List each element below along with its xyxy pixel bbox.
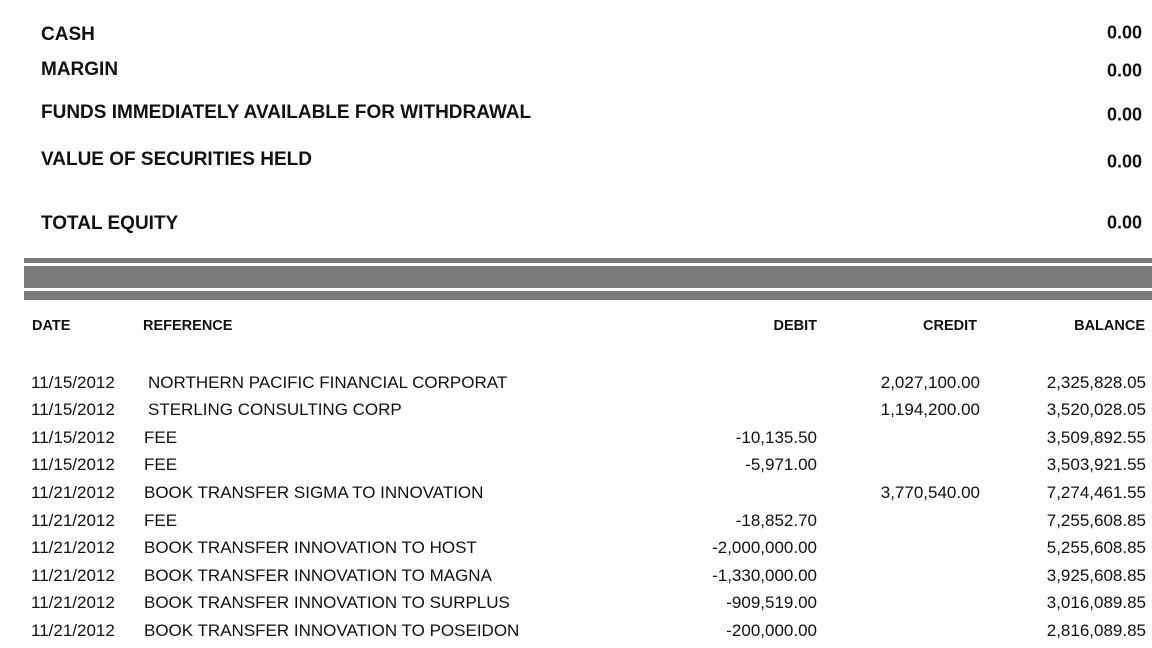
cell-debit: -1,330,000.00	[712, 565, 817, 585]
cell-debit: -18,852.70	[735, 510, 817, 530]
table-row	[0, 507, 1152, 534]
cell-debit: -2,000,000.00	[712, 538, 817, 558]
table-row	[0, 479, 1152, 506]
cell-credit: 2,027,100.00	[880, 372, 980, 392]
cell-reference: BOOK TRANSFER INNOVATION TO HOST	[144, 538, 477, 558]
cell-reference: FEE	[144, 427, 178, 447]
cell-reference: FEE	[144, 510, 178, 530]
cell-debit: -10,135.50	[735, 427, 817, 447]
cell-balance: 2,816,089.85	[1046, 620, 1146, 640]
header-credit: CREDIT	[923, 318, 977, 334]
header-date: DATE	[32, 318, 71, 334]
cell-balance: 7,274,461.55	[1046, 482, 1146, 502]
table-row	[0, 424, 1152, 451]
cell-date: 11/21/2012	[31, 565, 115, 585]
header-debit: DEBIT	[773, 318, 817, 334]
cell-reference: BOOK TRANSFER SIGMA TO INNOVATION	[144, 482, 484, 502]
cell-credit: 3,770,540.00	[880, 482, 980, 502]
margin-label: MARGIN	[41, 59, 119, 80]
cell-date: 11/21/2012	[31, 482, 115, 502]
cell-date: 11/21/2012	[31, 538, 115, 558]
cell-balance: 3,016,089.85	[1046, 593, 1146, 613]
cell-reference: STERLING CONSULTING CORP	[148, 400, 402, 420]
cell-balance: 5,255,608.85	[1046, 538, 1146, 558]
securities-value-value: 0.00	[1106, 151, 1142, 172]
cell-reference: BOOK TRANSFER INNOVATION TO MAGNA	[144, 565, 492, 585]
securities-value-label: VALUE OF SECURITIES HELD	[41, 149, 312, 170]
cell-date: 11/15/2012	[31, 372, 115, 392]
cell-date: 11/21/2012	[31, 620, 115, 640]
total-equity-label: TOTAL EQUITY	[41, 213, 179, 234]
cell-reference: BOOK TRANSFER INNOVATION TO SURPLUS	[144, 593, 510, 613]
table-row	[0, 535, 1152, 562]
cell-date: 11/15/2012	[31, 427, 115, 447]
header-reference: REFERENCE	[143, 318, 233, 334]
cash-value: 0.00	[1106, 22, 1142, 43]
table-row	[0, 590, 1152, 617]
margin-value: 0.00	[1106, 60, 1142, 81]
cell-debit: -5,971.00	[745, 455, 817, 475]
cell-date: 11/15/2012	[31, 400, 115, 420]
cell-balance: 3,520,028.05	[1046, 400, 1146, 420]
funds-available-value: 0.00	[1106, 104, 1142, 125]
cell-balance: 3,925,608.85	[1046, 565, 1146, 585]
cell-date: 11/21/2012	[31, 510, 115, 530]
total-equity-value: 0.00	[1106, 212, 1142, 233]
cell-date: 11/15/2012	[31, 455, 115, 475]
cell-reference: NORTHERN PACIFIC FINANCIAL CORPORAT	[148, 372, 508, 392]
cell-balance: 2,325,828.05	[1046, 372, 1146, 392]
cell-reference: BOOK TRANSFER INNOVATION TO POSEIDON	[144, 620, 520, 640]
table-row	[0, 397, 1152, 424]
cell-debit: -200,000.00	[726, 620, 817, 640]
cell-balance: 3,509,892.55	[1046, 427, 1146, 447]
cell-reference: FEE	[144, 455, 178, 475]
table-row	[0, 617, 1152, 644]
cell-date: 11/21/2012	[31, 593, 115, 613]
table-row	[0, 562, 1152, 589]
cell-credit: 1,194,200.00	[880, 400, 980, 420]
cell-balance: 7,255,608.85	[1046, 510, 1146, 530]
cash-label: CASH	[41, 24, 95, 45]
table-row	[0, 369, 1152, 396]
cell-debit: -909,519.00	[726, 593, 817, 613]
funds-available-label: FUNDS IMMEDIATELY AVAILABLE FOR WITHDRAWAL	[41, 102, 532, 123]
header-balance: BALANCE	[1074, 318, 1145, 334]
table-row	[0, 452, 1152, 479]
cell-balance: 3,503,921.55	[1046, 455, 1146, 475]
